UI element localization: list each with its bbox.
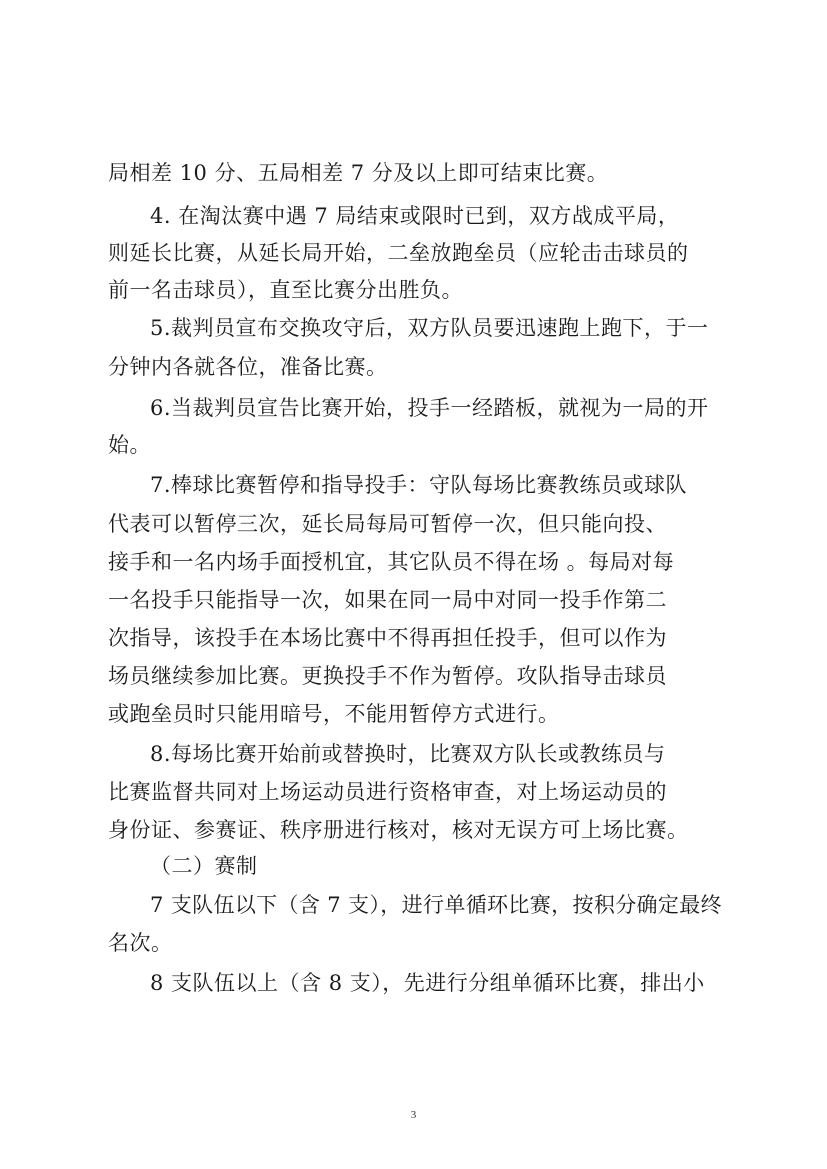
paragraph-line: 则延长比赛，从延长局开始，二垒放跑垒员（应轮击击球员的 (108, 241, 689, 265)
paragraph-line: 身份证、参赛证、秩序册进行核对，核对无误方可上场比赛。 (108, 818, 689, 842)
paragraph-line: 代表可以暂停三次，延长局每局可暂停一次，但只能向投、 (108, 512, 667, 536)
section-heading: （二）赛制 (150, 854, 258, 878)
paragraph-line: 7 支队伍以下（含 7 支），进行单循环比赛，按积分确定最终 (150, 893, 722, 917)
paragraph-line: 5.裁判员宣布交换攻守后，双方队员要迅速跑上跑下，于一 (150, 316, 709, 340)
paragraph-line: 7.棒球比赛暂停和指导投手：守队每场比赛教练员或球队 (150, 473, 688, 497)
paragraph-line: 局相差 10 分、五局相差 7 分及以上即可结束比赛。 (108, 161, 609, 185)
paragraph-line: 4. 在淘汰赛中遇 7 局结束或限时已到，双方战成平局， (150, 204, 680, 228)
paragraph-line: 或跑垒员时只能用暗号，不能用暂停方式进行。 (108, 702, 560, 726)
paragraph-line: 始。 (108, 433, 151, 457)
paragraph-line: 8.每场比赛开始前或替换时，比赛双方队长或教练员与 (150, 742, 666, 766)
paragraph-line: 6.当裁判员宣告比赛开始，投手一经踏板，就视为一局的开 (150, 396, 709, 420)
paragraph-line: 一名投手只能指导一次，如果在同一局中对同一投手作第二 (108, 588, 667, 612)
page-number: 3 (410, 1109, 417, 1121)
paragraph-line: 名次。 (108, 931, 173, 955)
paragraph-line: 场员继续参加比赛。更换投手不作为暂停。攻队指导击球员 (108, 664, 667, 688)
paragraph-line: 8 支队伍以上（含 8 支），先进行分组单循环比赛，排出小 (150, 971, 705, 995)
paragraph-line: 次指导，该投手在本场比赛中不得再担任投手，但可以作为 (108, 626, 667, 650)
paragraph-line: 接手和一名内场手面授机宜，其它队员不得在场 。每局对每 (108, 550, 675, 574)
paragraph-line: 前一名击球员），直至比赛分出胜负。 (108, 278, 463, 302)
paragraph-line: 比赛监督共同对上场运动员进行资格审查，对上场运动员的 (108, 780, 667, 804)
paragraph-line: 分钟内各就各位，准备比赛。 (108, 355, 388, 379)
